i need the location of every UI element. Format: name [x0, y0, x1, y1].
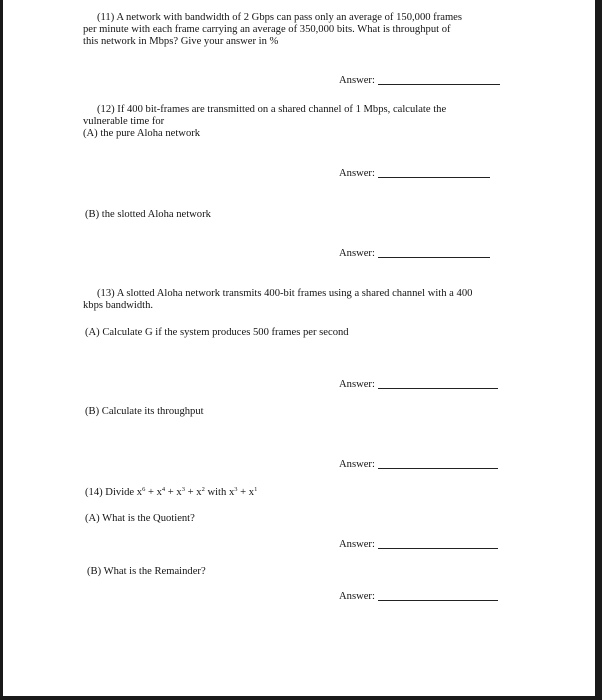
q14-a-answer-field[interactable]: [339, 539, 498, 551]
page-frame-right: [595, 0, 602, 700]
document-page: [3, 0, 595, 696]
q11-answer-field[interactable]: [339, 75, 500, 87]
q14-exp-4: 2: [201, 486, 205, 493]
page-frame-bottom: [0, 696, 602, 700]
q14-term-6: + x: [237, 487, 255, 498]
q11-text-line-3: this network in Mbps? Give your answer in %: [83, 36, 279, 47]
q13-part-a: (A) Calculate G if the system produces 500 frames per second: [85, 327, 349, 338]
q14-b-answer-label: Answer:: [339, 591, 375, 602]
q12-part-a: (A) the pure Aloha network: [83, 128, 201, 139]
q11-text-line-1: (11) A network with bandwidth of 2 Gbps can pass only an average of 150,000 frames: [97, 12, 463, 23]
q13-b-answer-line[interactable]: [378, 468, 498, 469]
q11-answer-label: Answer:: [339, 75, 375, 86]
q12-text-line-2: vulnerable time for: [83, 116, 165, 127]
q13-a-answer-field[interactable]: [339, 379, 498, 391]
q12-b-answer-line[interactable]: [378, 257, 490, 258]
q12-part-b: (B) the slotted Aloha network: [85, 209, 211, 220]
q12-a-answer-label: Answer:: [339, 168, 375, 179]
q13-text-line-2: kbps bandwidth.: [83, 300, 154, 311]
q14-exp-6: 1: [254, 486, 258, 493]
q13-b-answer-label: Answer:: [339, 459, 375, 470]
q13-b-answer-field[interactable]: [339, 459, 498, 471]
q13-text-line-1: (13) A slotted Aloha network transmits 400-bit frames using a shared channel with a 400: [97, 288, 473, 299]
q14-text-line-1: [85, 487, 257, 499]
q13-part-b: (B) Calculate its throughput: [85, 406, 204, 417]
q14-term-4: + x: [184, 487, 202, 498]
q14-b-answer-field[interactable]: [339, 591, 498, 603]
q14-term-5: with x: [204, 487, 235, 498]
q14-a-answer-line[interactable]: [378, 548, 498, 549]
q12-a-answer-line[interactable]: [378, 177, 490, 178]
q11-answer-line[interactable]: [378, 84, 500, 85]
q12-text-line-1: (12) If 400 bit-frames are transmitted on a shared channel of 1 Mbps, calculate the: [97, 104, 447, 115]
q14-exp-1: 6: [142, 486, 146, 493]
q12-b-answer-label: Answer:: [339, 248, 375, 259]
q14-b-answer-line[interactable]: [378, 600, 498, 601]
q13-a-answer-line[interactable]: [378, 388, 498, 389]
q12-a-answer-field[interactable]: [339, 168, 490, 180]
q11-text-line-2: per minute with each frame carrying an average of 350,000 bits. What is throughput of: [83, 24, 451, 35]
q14-a-answer-label: Answer:: [339, 539, 375, 550]
q14-term-3: + x: [165, 487, 182, 498]
q14-term-2: + x: [145, 487, 162, 498]
q14-prefix: (14) Divide x: [85, 487, 143, 498]
q14-part-b: (B) What is the Remainder?: [87, 566, 206, 577]
q12-b-answer-field[interactable]: [339, 248, 490, 260]
q14-part-a: (A) What is the Quotient?: [85, 513, 195, 524]
q14-exp-5: 3: [234, 486, 238, 493]
q14-exp-2: 4: [161, 486, 166, 493]
q13-a-answer-label: Answer:: [339, 379, 375, 390]
q14-exp-3: 3: [181, 486, 185, 493]
